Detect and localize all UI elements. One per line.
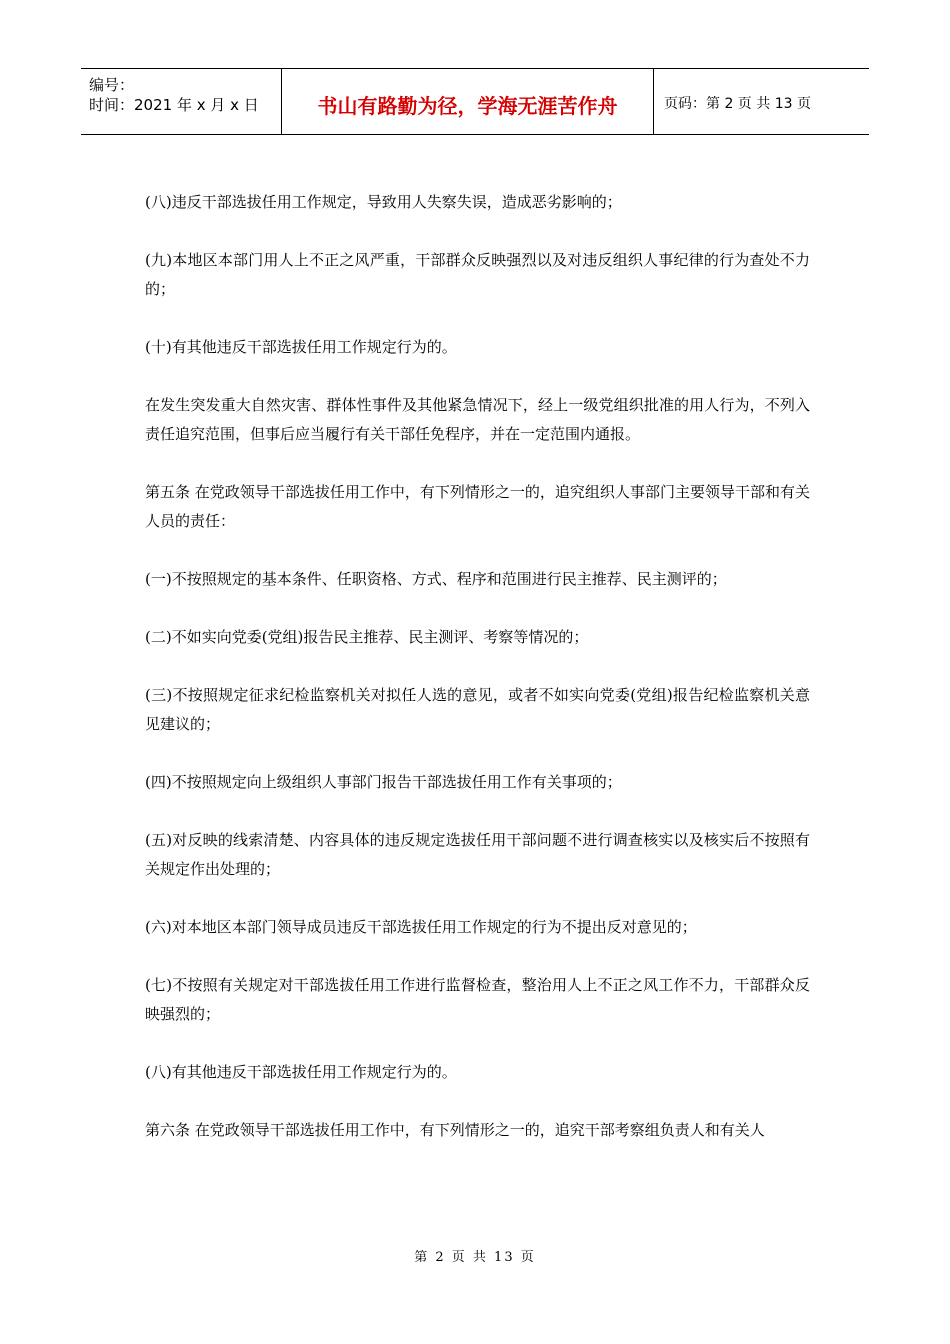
page-footer: 第 2 页 共 13 页 — [414, 1250, 536, 1265]
paragraph: (八)有其他违反干部选拔任用工作规定行为的。 — [145, 1063, 457, 1081]
paragraph: 第五条 在党政领导干部选拔任用工作中，有下列情形之一的，追究组织人事部门主要领导干部和有关人员的责任： — [145, 483, 810, 530]
paragraph: (一)不按照规定的基本条件、任职资格、方式、程序和范围进行民主推荐、民主测评的； — [145, 570, 727, 588]
paragraph: 在发生突发重大自然灾害、群体性事件及其他紧急情况下，经上一级党组织批准的用人行为，不列入责任追究范围，但事后应当履行有关干部任免程序，并在一定范围内通报。 — [145, 396, 810, 443]
paragraph: (六)对本地区本部门领导成员违反干部选拔任用工作规定的行为不提出反对意见的； — [145, 918, 697, 936]
header-page-info: 页码：第 2 页 共 13 页 — [664, 95, 811, 112]
page-header — [81, 68, 869, 135]
document-time-label: 时间：2021 年 x 月 x 日 — [89, 96, 259, 114]
paragraph: (十)有其他违反干部选拔任用工作规定行为的。 — [145, 338, 457, 356]
paragraph: (三)不按照规定征求纪检监察机关对拟任人选的意见，或者不如实向党委(党组)报告纪检监察机关意见建议的； — [145, 686, 810, 733]
header-meta — [81, 69, 281, 134]
paragraph: 第六条 在党政领导干部选拔任用工作中，有下列情形之一的，追究干部考察组负责人和有关人 — [145, 1121, 765, 1139]
paragraph: (九)本地区本部门用人上不正之风严重，干部群众反映强烈以及对违反组织人事纪律的行为查处不力的； — [145, 251, 810, 298]
header-motto: 书山有路勤为径，学海无涯苦作舟 — [281, 69, 654, 134]
paragraph: (五)对反映的线索清楚、内容具体的违反规定选拔任用干部问题不进行调查核实以及核实后不按照有关规定作出处理的； — [145, 831, 810, 878]
document-number-label: 编号： — [89, 76, 135, 94]
document-body — [145, 188, 810, 1174]
paragraph: (二)不如实向党委(党组)报告民主推荐、民主测评、考察等情况的； — [145, 628, 589, 646]
paragraph: (四)不按照规定向上级组织人事部门报告干部选拔任用工作有关事项的； — [145, 773, 622, 791]
paragraph: (七)不按照有关规定对干部选拔任用工作进行监督检查，整治用人上不正之风工作不力，干部群众反映强烈的； — [145, 976, 810, 1023]
paragraph: (八)违反干部选拔任用工作规定，导致用人失察失误，造成恶劣影响的； — [145, 193, 622, 211]
